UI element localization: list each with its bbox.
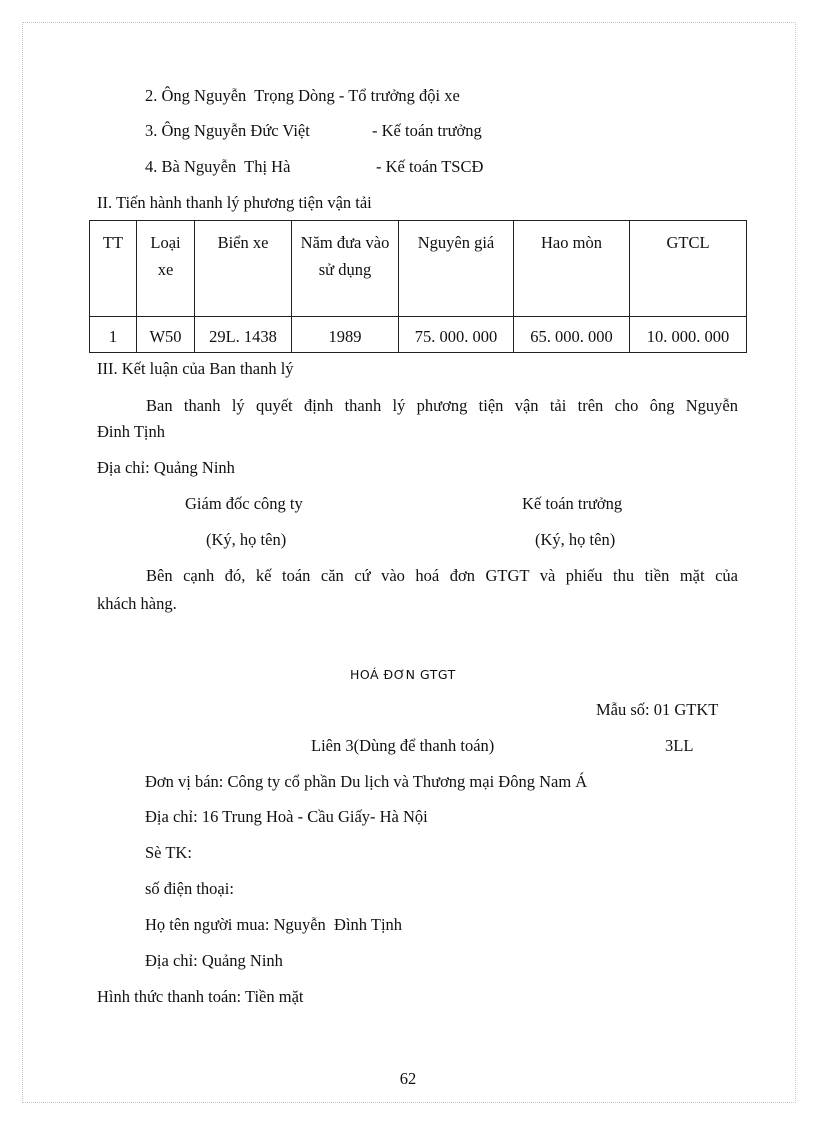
address-line: Địa chỉ: Quảng Ninh bbox=[97, 458, 235, 477]
table-cell: 65. 000. 000 bbox=[514, 317, 630, 353]
table-header-cell: Hao mòn bbox=[514, 221, 630, 317]
signature-director-note: (Ký, họ tên) bbox=[206, 530, 287, 549]
invoice-seller: Đơn vị bán: Công ty cổ phần Du lịch và Thương mại Đông Nam Á bbox=[145, 772, 588, 791]
table-header-cell: GTCL bbox=[630, 221, 747, 317]
invoice-buyer-address: Địa chỉ: Quảng Ninh bbox=[145, 951, 283, 970]
table-header-cell: TT bbox=[90, 221, 137, 317]
member-3-role: - Kế toán trưởng bbox=[372, 121, 482, 140]
table-header-cell: Loại xe bbox=[137, 221, 195, 317]
conclusion-line-2: Đinh Tịnh bbox=[97, 422, 165, 441]
section-3-title: III. Kết luận của Ban thanh lý bbox=[97, 359, 294, 378]
invoice-account: Sè TK: bbox=[145, 843, 192, 862]
table-cell: 75. 000. 000 bbox=[399, 317, 514, 353]
table-header-cell: Biển xe bbox=[195, 221, 292, 317]
table-cell: 29L. 1438 bbox=[195, 317, 292, 353]
member-2: 2. Ông Nguyễn Trọng Dòng - Tổ trưởng đội xe bbox=[145, 86, 460, 105]
invoice-copy-label: Liên 3(Dùng để thanh toán) bbox=[311, 736, 495, 755]
signature-accountant-note: (Ký, họ tên) bbox=[535, 530, 616, 549]
section-2-title: II. Tiến hành thanh lý phương tiện vận tải bbox=[97, 193, 372, 212]
table-row bbox=[90, 317, 747, 353]
invoice-series: 3LL bbox=[665, 736, 694, 755]
paragraph-line-2: khách hàng. bbox=[97, 594, 177, 613]
signature-accountant-title: Kế toán trưởng bbox=[522, 494, 623, 513]
table-cell: 1 bbox=[90, 317, 137, 353]
member-3-name: 3. Ông Nguyễn Đức Việt bbox=[145, 121, 310, 140]
invoice-phone: số điện thoại: bbox=[145, 879, 234, 898]
member-4-name: 4. Bà Nguyễn Thị Hà bbox=[145, 157, 291, 176]
invoice-buyer: Họ tên người mua: Nguyễn Đình Tịnh bbox=[145, 915, 403, 934]
signature-director-title: Giám đốc công ty bbox=[185, 494, 303, 513]
table-header-row bbox=[90, 221, 747, 317]
invoice-seller-address: Địa chỉ: 16 Trung Hoà - Cầu Giấy- Hà Nội bbox=[145, 807, 428, 826]
member-4-role: - Kế toán TSCĐ bbox=[376, 157, 484, 176]
conclusion-line-1: Ban thanh lý quyết định thanh lý phương tiện vận tải trên cho ông Nguyễn bbox=[146, 396, 738, 415]
table-cell: W50 bbox=[137, 317, 195, 353]
asset-table bbox=[89, 220, 747, 353]
invoice-form-number: Mẫu số: 01 GTKT bbox=[596, 700, 719, 719]
table-header-cell: Năm đưa vào sử dụng bbox=[292, 221, 399, 317]
table-cell: 1989 bbox=[292, 317, 399, 353]
table-header-cell: Nguyên giá bbox=[399, 221, 514, 317]
paragraph-line-1: Bên cạnh đó, kế toán căn cứ vào hoá đơn GTGT và phiếu thu tiền mặt của bbox=[146, 566, 738, 585]
invoice-title: HOÁ ĐƠN GTGT bbox=[350, 667, 456, 682]
page-number: 62 bbox=[399, 1069, 417, 1088]
invoice-payment-method: Hình thức thanh toán: Tiền mặt bbox=[97, 987, 304, 1006]
table-cell: 10. 000. 000 bbox=[630, 317, 747, 353]
page-border bbox=[22, 22, 796, 1103]
